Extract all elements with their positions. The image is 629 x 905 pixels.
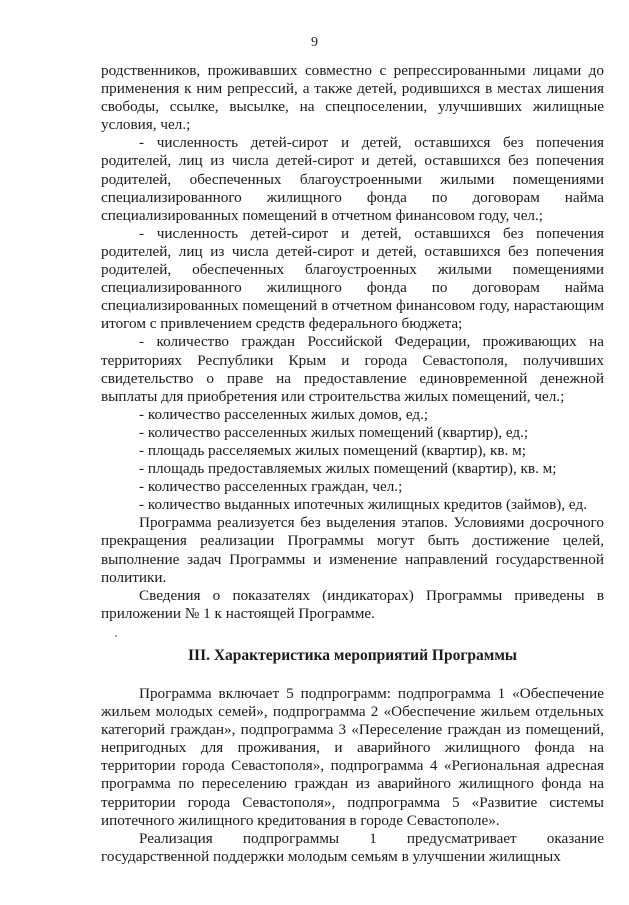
list-item-area-resettled: - площадь расселяемых жилых помещений (квартир), кв. м; — [139, 441, 527, 459]
list-item-orphans-cumulative: - численность детей-сирот и детей, оставшихся без попечения родителей, лиц из числа детей-сирот и детей, оставшихся без попечения родителей, обеспеченных благоустроенных жилыми помещениями специализированного жилищного фонда по договорам найма специализированных помещений в отчетном финансовом году, нарастающим итогом с привлечением средств федерального бюджета; — [101, 224, 604, 333]
paragraph-subprograms: Программа включает 5 подпрограмм: подпрограмма 1 «Обеспечение жильем молодых семей», подпрограмма 2 «Обеспечение жильем отдельных категорий граждан», подпрограмма 3 «Переселение граждан из помещений, непригодных для проживания, и аварийного жилищного фонда на территории города Севастополя», подпрограмма 4 «Региональная адресная программа по переселению граждан из аварийного жилищного фонда на территории города Севастополя», подпрограмма 5 «Развитие системы ипотечного жилищного кредитования в городе Севастополе». — [101, 685, 604, 829]
paragraph-stages: Программа реализуется без выделения этапов. Условиями досрочного прекращения реализации Программы могут быть достижение целей, выполнение задач Программы и изменение направлений государственной политики. — [101, 514, 604, 586]
list-item-orphans-housed: - численность детей-сирот и детей, оставшихся без попечения родителей, лиц из числа детей-сирот и детей, оставшихся без попечения родителей, обеспеченных благоустроенными жилыми помещениями специализированного жилищного фонда по договорам найма специализированных помещений в отчетном финансовом году, чел.; — [101, 134, 604, 224]
page-number: 9 — [311, 35, 318, 50]
list-item-citizens: - количество расселенных граждан, чел.; — [139, 478, 403, 496]
scan-dot — [115, 635, 117, 637]
section-heading: III. Характеристика мероприятий Программы — [188, 646, 517, 664]
paragraph-subprogram-1: Реализация подпрограммы 1 предусматривает оказание государственной поддержки молодым семьям в улучшении жилищных — [101, 829, 604, 865]
paragraph-continuation: родственников, проживавших совместно с репрессированными лицами до применения к ним репрессий, а также детей, родившихся в местах лишения свободы, ссылке, высылке, на спецпоселении, улучшивших жилищные условия, чел.; — [101, 62, 604, 134]
list-item-area-provided: - площадь предоставляемых жилых помещений (квартир), кв. м; — [139, 460, 557, 478]
list-item-mortgages: - количество выданных ипотечных жилищных кредитов (займов), ед. — [139, 496, 587, 514]
list-item-apartments: - количество расселенных жилых помещений (квартир), ед.; — [139, 423, 529, 441]
list-item-crimea-citizens: - количество граждан Российской Федерации, проживающих на территориях Республики Крым и города Севастополя, получивших свидетельство о праве на предоставление единовременной денежной выплаты для приобретения или строительства жилых помещений, чел.; — [101, 333, 604, 405]
document-body — [101, 62, 604, 866]
paragraph-indicators: Сведения о показателях (индикаторах) Программы приведены в приложении № 1 к настоящей Программе. — [101, 586, 604, 622]
list-item-houses: - количество расселенных жилых домов, ед.; — [139, 405, 429, 423]
